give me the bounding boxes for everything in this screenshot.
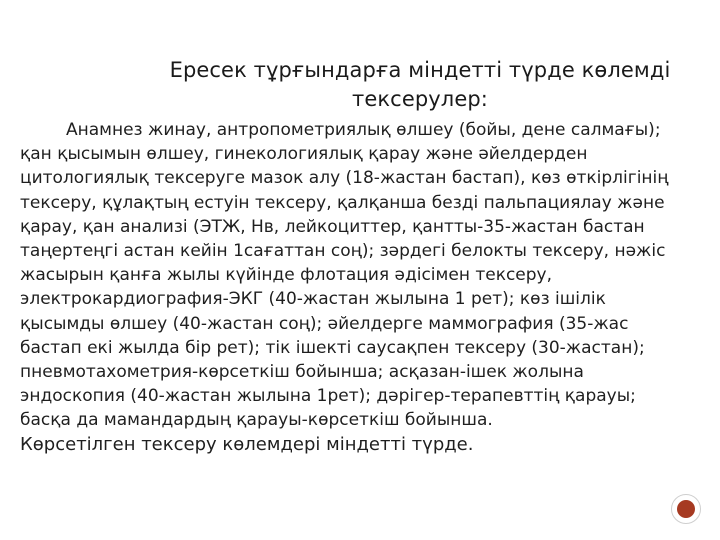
body-line: цитологиялық тексеруге мазок алу (18-жастан бастап), көз өткірлігінің — [20, 168, 669, 189]
body-line: қан қысымын өлшеу, гинекологиялық қарау және әйелдерден — [20, 144, 588, 165]
body-line: электрокардиография-ЭКГ (40-жастан жылына 1 рет); көз ішілік — [20, 289, 606, 310]
body-line: қысымды өлшеу (40-жастан соң); әйелдерге маммография (35-жас — [20, 313, 629, 334]
slide-nav-circle-icon[interactable] — [671, 494, 701, 524]
body-line: Анамнез жинау, антропометриялық өлшеу (бойы, дене салмағы); — [66, 120, 661, 140]
body-line: бастап екі жылда бір рет); тік ішекті саусақпен тексеру (30-жастан); — [20, 337, 645, 358]
title-line-2: тексерулер: — [352, 87, 488, 111]
footer-text: Көрсетілген тексеру көлемдері міндетті түрде. — [20, 434, 474, 455]
slide-nav-circle-fill — [677, 500, 695, 518]
body-line: қарау, қан анализі (ЭТЖ, Нв, лейкоциттер, қантты-35-жастан бастан — [20, 216, 645, 237]
body-line: эндоскопия (40-жастан жылына 1рет); дәрігер-терапевттің қарауы; — [20, 386, 636, 407]
body-line: пневмотахометрия-көрсеткіш бойынша; асқазан-ішек жолына — [20, 362, 584, 383]
title-line-1: Ересек тұрғындарға міндетті түрде көлемді — [169, 58, 671, 82]
body-line: басқа да мамандардың қарауы-көрсеткіш бойынша. — [20, 410, 493, 431]
body-text — [20, 118, 720, 433]
body-line: жасырын қанға жылы күйінде флотация әдісімен тексеру, — [20, 265, 553, 286]
body-line: таңертеңгі астан кейін 1сағаттан соң); зәрдегі белокты тексеру, нәжіс — [20, 241, 666, 262]
body-line: тексеру, құлақтың естуін тексеру, қалқанша безді пальпациялау және — [20, 192, 665, 213]
slide-title — [130, 56, 710, 114]
